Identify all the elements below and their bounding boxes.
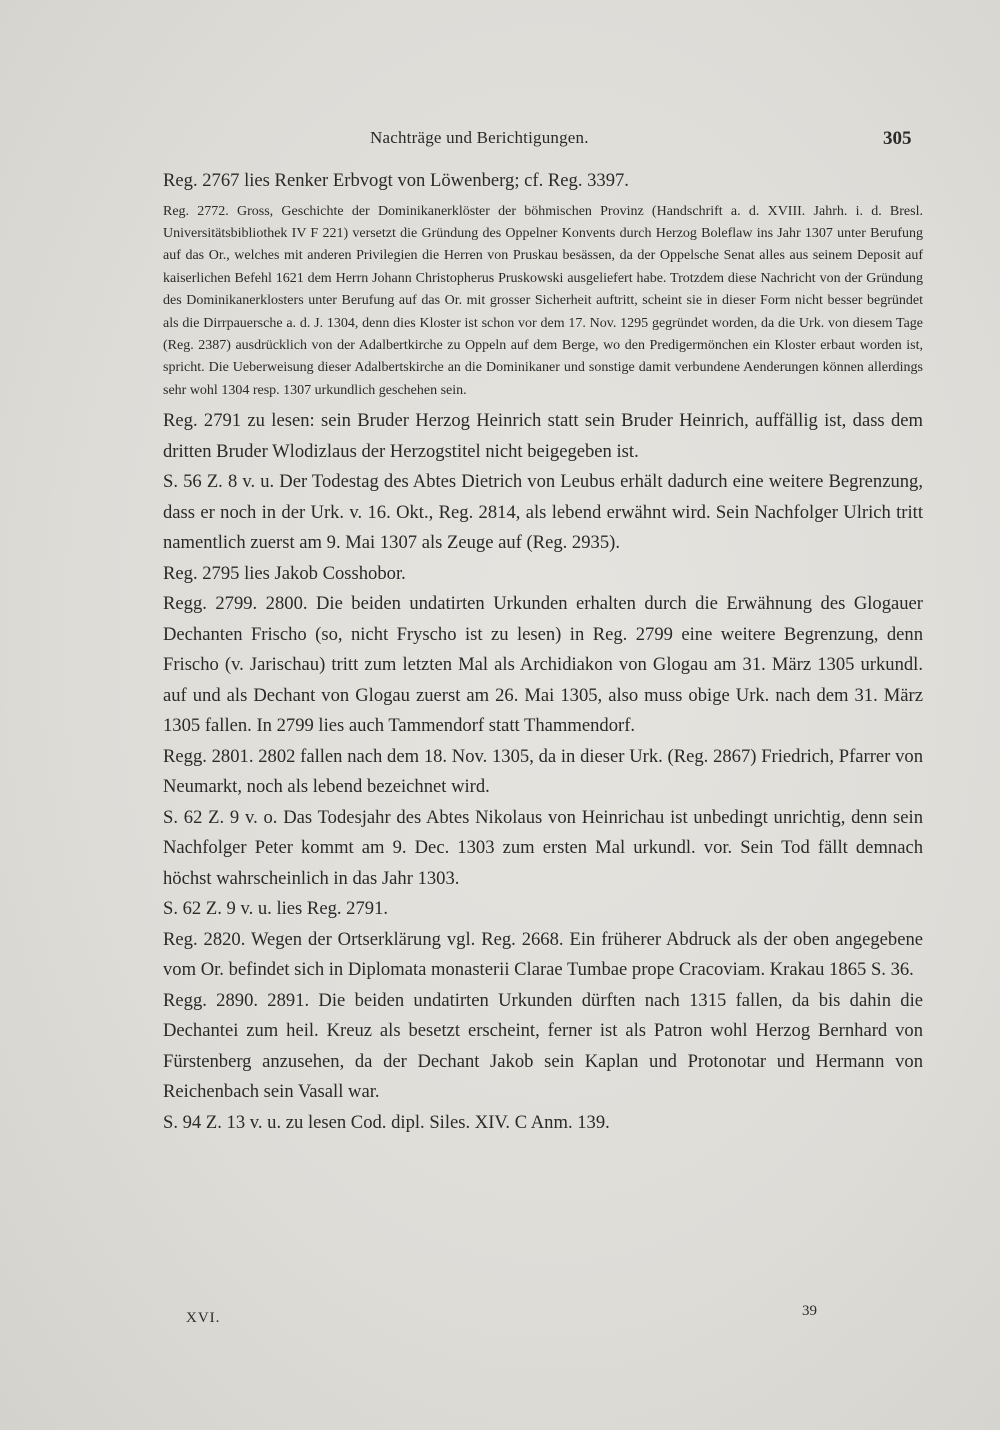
body-text <box>163 166 923 1138</box>
entry-reg-2791: Reg. 2791 zu lesen: sein Bruder Herzog Heinrich statt sein Bruder Heinrich, auffällig ist, dass dem dritten Bruder Wlodizlaus der Herzogstitel nicht beigegeben ist. <box>163 410 923 462</box>
entry-reg-2795: Reg. 2795 lies Jakob Cosshobor. <box>163 562 406 584</box>
folio-number: 39 <box>802 1303 817 1319</box>
running-header: Nachträge und Berichtigungen. <box>370 128 589 147</box>
entry-reg-2767: Reg. 2767 lies Renker Erbvogt von Löwenberg; cf. Reg. 3397. <box>163 170 629 191</box>
entry-s62-z9-vo: S. 62 Z. 9 v. o. Das Todesjahr des Abtes Nikolaus von Heinrichau ist unbedingt unrichtig, denn sein Nachfolger Peter kommt am 9. Dec. 1303 zum ersten Mal urkundl. vor. Sein Tod fällt demnach höchst wahrscheinlich in das Jahr 1303. <box>163 806 923 889</box>
entry-s94-z13: S. 94 Z. 13 v. u. zu lesen Cod. dipl. Siles. XIV. C Anm. 139. <box>163 1111 610 1133</box>
entry-reg-2820: Reg. 2820. Wegen der Ortserklärung vgl. Reg. 2668. Ein früherer Abdruck als der oben angegebene vom Or. befindet sich in Diplomata monasterii Clarae Tumbae prope Cracoviam. Krakau 1865 S. 36. <box>163 928 923 981</box>
page-number: 305 <box>883 128 912 149</box>
entry-regg-2799-2800: Regg. 2799. 2800. Die beiden undatirten Urkunden erhalten durch die Erwähnung des Glogauer Dechanten Frischo (so, nicht Fryscho ist zu lesen) in Reg. 2799 eine weitere Begrenzung, denn Frischo (v. Jarischau) tritt zum letzten Mal als Archidiakon von Glogau am 31. März 1305 urkundl. auf und als Dechant von Glogau zuerst am 26. Mai 1305, also muss obige Urk. nach dem 31. März 1305 fallen. In 2799 lies auch Tammendorf statt Thammendorf. <box>163 593 923 737</box>
entry-regg-2801-2802: Regg. 2801. 2802 fallen nach dem 18. Nov. 1305, da in dieser Urk. (Reg. 2867) Friedrich, Pfarrer von Neumarkt, noch als lebend bezeichnet wird. <box>163 745 923 798</box>
entry-reg-2772: Reg. 2772. Gross, Geschichte der Dominikanerklöster der böhmischen Provinz (Handschrift a. d. XVIII. Jahrh. i. d. Bresl. Universitätsbibliothek IV F 221) versetzt die Gründung des Oppelner Konvents durch Herzog Boleflaw ins Jahr 1307 unter Berufung auf das Or., welches mit anderen Privilegien die Herren von Pruskau besässen, da der Oppelsche Senat alles aus seinem Deposit auf kaiserlichen Befehl 1621 dem Herrn Johann Christopherus Pruskowski ausgeliefert habe. Trotzdem diese Nachricht von der Gründung des Dominikanerklosters unter Berufung auf das Or. mit grosser Sicherheit auftritt, scheint sie in dieser Form nicht besser begründet als die Dirrpauersche a. d. J. 1304, denn dies Kloster ist schon vor dem 17. Nov. 1295 gegründet worden, da die Urk. von diesem Tage (Reg. 2387) ausdrücklich von der Adalbertkirche zu Oppeln auf dem Berge, wo den Predigermönchen ein Kloster erbaut worden ist, spricht. Die Ueberweisung dieser Adalbertskirche an die Dominikaner und sonstige damit verbundene Aenderungen können allerdings sehr wohl 1304 resp. 1307 urkundlich geschehen sein. <box>163 203 923 398</box>
signature-mark: XVI. <box>186 1310 221 1326</box>
entry-regg-2890-2891: Regg. 2890. 2891. Die beiden undatirten Urkunden dürften nach 1315 fallen, da bis dahin die Dechantei zum heil. Kreuz als besetzt erscheint, ferner ist als Patron wohl Herzog Bernhard von Fürstenberg anzusehen, da der Dechant Jakob sein Kaplan und Protonotar und Hermann von Reichenbach sein Vasall war. <box>163 989 923 1103</box>
entry-s62-z9-vu: S. 62 Z. 9 v. u. lies Reg. 2791. <box>163 898 389 920</box>
entry-s56-z8: S. 56 Z. 8 v. u. Der Todestag des Abtes Dietrich von Leubus erhält dadurch eine weitere Begrenzung, dass er noch in der Urk. v. 16. Okt., Reg. 2814, als lebend erwähnt wird. Sein Nachfolger Ulrich tritt namentlich zuerst am 9. Mai 1307 als Zeuge auf (Reg. 2935). <box>163 471 923 554</box>
